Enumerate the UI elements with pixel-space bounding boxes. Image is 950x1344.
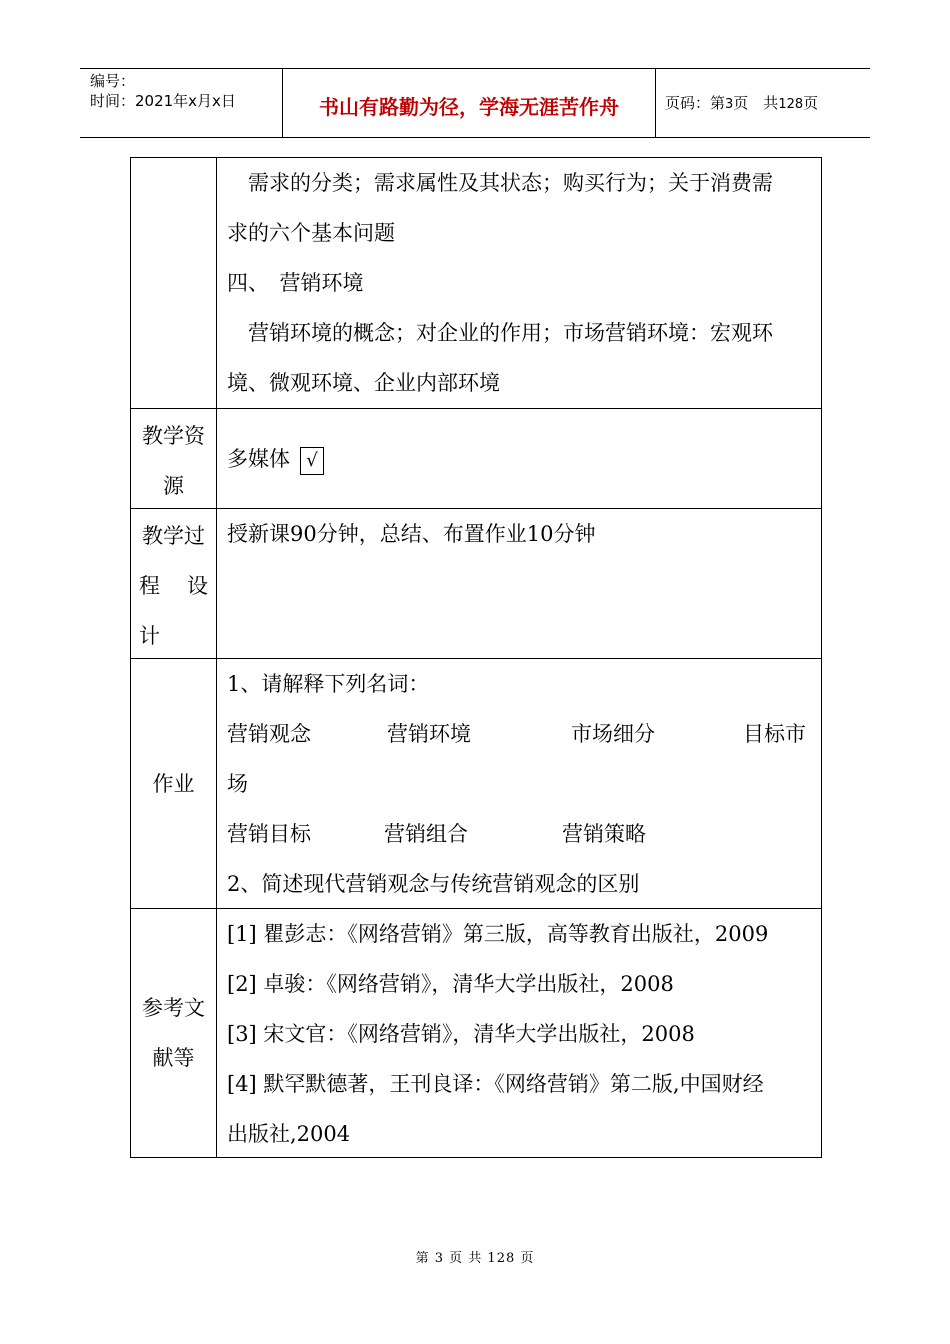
row-label-references bbox=[131, 909, 217, 1157]
label-char: 设 bbox=[187, 574, 208, 598]
label-line: 教学资 bbox=[142, 424, 205, 448]
header-page-indicator bbox=[665, 93, 818, 115]
header-page-cell bbox=[656, 69, 870, 137]
term-list bbox=[227, 809, 813, 859]
reference-item: [4] 默罕默德著，王刊良译：《网络营销》第二版,中国财经 bbox=[227, 1072, 764, 1096]
term-list bbox=[227, 709, 813, 759]
label-line: 教学过 bbox=[142, 524, 205, 548]
page-current: 3 bbox=[725, 97, 734, 112]
term-item: 营销组合 bbox=[384, 822, 468, 846]
table-row-resources bbox=[131, 408, 821, 508]
row-content bbox=[217, 909, 821, 1157]
label-line: 源 bbox=[163, 474, 184, 498]
reference-item: [2] 卓骏：《网络营销》，清华大学出版社，2008 bbox=[227, 972, 674, 996]
label-line bbox=[131, 561, 216, 611]
row-label-empty bbox=[131, 158, 217, 408]
row-content bbox=[217, 509, 821, 658]
row-label-resources bbox=[131, 409, 217, 508]
label-line: 献等 bbox=[152, 1046, 195, 1070]
table-row-content bbox=[131, 158, 821, 408]
term-item: 市场细分 bbox=[571, 722, 655, 746]
table-row-references bbox=[131, 908, 821, 1157]
row-content bbox=[217, 158, 821, 408]
content-line: 营销环境的概念；对企业的作用；市场营销环境：宏观环 bbox=[248, 321, 773, 345]
header-meta-cell bbox=[80, 69, 283, 137]
term-item: 营销目标 bbox=[227, 822, 311, 846]
row-content bbox=[217, 409, 821, 508]
document-date-label: 时间：2021年x月x日 bbox=[90, 92, 236, 110]
row-content bbox=[217, 659, 821, 908]
document-number-label: 编号： bbox=[90, 72, 136, 90]
content-line: 境、微观环境、企业内部环境 bbox=[227, 371, 500, 395]
reference-item-continuation: 出版社,2004 bbox=[227, 1122, 351, 1146]
row-label-process bbox=[131, 509, 217, 658]
table-row-process bbox=[131, 508, 821, 658]
resources-line bbox=[227, 409, 813, 484]
term-item: 目标市 bbox=[743, 722, 806, 746]
content-line: 求的六个基本问题 bbox=[227, 221, 395, 245]
homework-question: 1、请解释下列名词： bbox=[227, 672, 430, 696]
content-line: 需求的分类；需求属性及其状态；购买行为；关于消费需 bbox=[248, 171, 773, 195]
label-char: 程 bbox=[139, 574, 160, 598]
term-item: 营销观念 bbox=[227, 722, 311, 746]
header-motto: 书山有路勤为径，学海无涯苦作舟 bbox=[319, 95, 619, 119]
page-suffix: 页 bbox=[803, 94, 819, 112]
term-continuation: 场 bbox=[227, 772, 248, 796]
page-mid: 页 共 bbox=[733, 94, 779, 112]
page-total: 128 bbox=[778, 97, 804, 112]
table-row-homework bbox=[131, 658, 821, 908]
section-heading: 四、 营销环境 bbox=[227, 271, 364, 295]
term-item: 营销策略 bbox=[562, 822, 646, 846]
reference-item: [3] 宋文官：《网络营销》，清华大学出版社，2008 bbox=[227, 1022, 695, 1046]
process-text: 授新课90分钟，总结、布置作业10分钟 bbox=[227, 522, 596, 546]
checkbox[interactable]: √ bbox=[300, 447, 324, 475]
page-prefix: 页码：第 bbox=[665, 94, 726, 112]
homework-question: 2、简述现代营销观念与传统营销观念的区别 bbox=[227, 872, 640, 896]
reference-item: [1] 瞿彭志：《网络营销》第三版，高等教育出版社，2009 bbox=[227, 922, 769, 946]
label-line: 参考文 bbox=[142, 996, 205, 1020]
label-line: 计 bbox=[139, 624, 160, 648]
page-header bbox=[80, 68, 870, 138]
resources-text: 多媒体 bbox=[227, 447, 290, 471]
course-plan-table bbox=[130, 157, 822, 1158]
header-motto-cell bbox=[283, 69, 656, 137]
row-label-homework: 作业 bbox=[131, 659, 217, 908]
page-footer: 第 3 页 共 128 页 bbox=[415, 1251, 535, 1266]
term-item: 营销环境 bbox=[387, 722, 471, 746]
